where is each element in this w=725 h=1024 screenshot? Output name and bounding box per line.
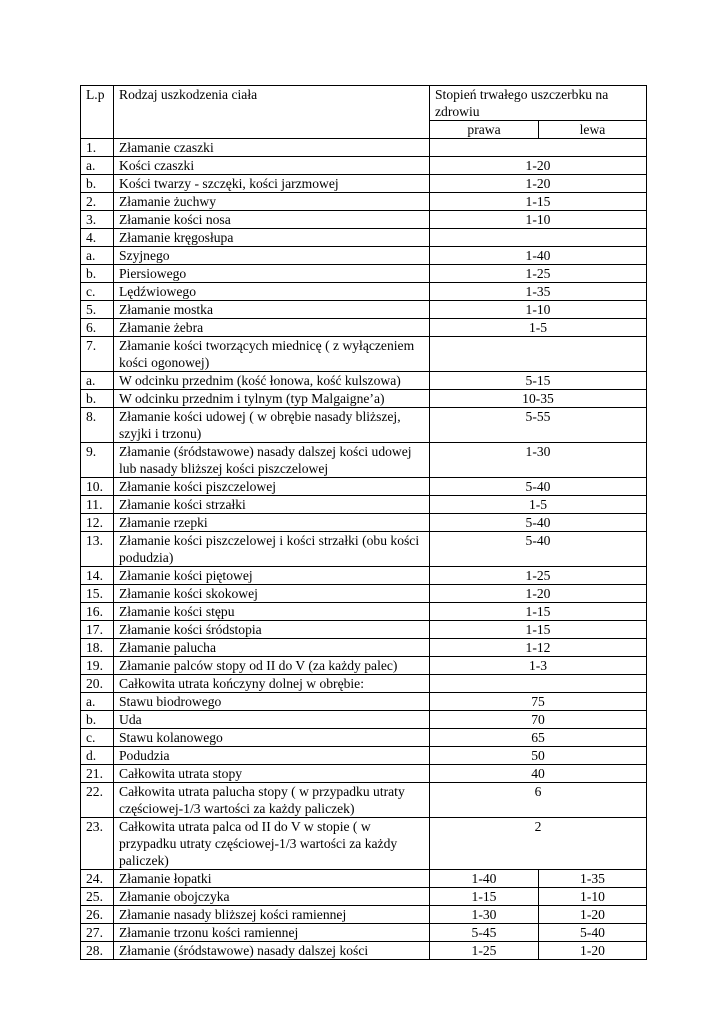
row-injury-name: Całkowita utrata kończyny dolnej w obrębie: (114, 675, 430, 693)
row-injury-name: Całkowita utrata stopy (114, 765, 430, 783)
row-injury-name: Stawu biodrowego (114, 693, 430, 711)
row-degree-value: 1-15 (430, 621, 647, 639)
row-injury-name: Złamanie kości udowej ( w obrębie nasady bliższej, szyjki i trzonu) (114, 408, 430, 443)
row-number: 9. (81, 443, 114, 478)
row-degree-value: 5-40 (430, 514, 647, 532)
row-degree-value: 1-25 (430, 265, 647, 283)
row-number: 24. (81, 870, 114, 888)
row-injury-name: Kości twarzy - szczęki, kości jarzmowej (114, 175, 430, 193)
table-row (81, 818, 647, 870)
row-number: 18. (81, 639, 114, 657)
table-row-split (81, 942, 647, 960)
row-degree-value (430, 229, 647, 247)
table-row (81, 532, 647, 567)
row-right-value: 1-25 (430, 942, 539, 960)
table-row (81, 765, 647, 783)
row-left-value: 1-10 (539, 888, 647, 906)
table-row (81, 283, 647, 301)
row-number: 22. (81, 783, 114, 818)
row-injury-name: Uda (114, 711, 430, 729)
row-degree-value: 1-12 (430, 639, 647, 657)
row-number: 23. (81, 818, 114, 870)
table-row (81, 443, 647, 478)
row-degree-value (430, 675, 647, 693)
row-degree-value: 5-55 (430, 408, 647, 443)
row-degree-value: 1-25 (430, 567, 647, 585)
table-row-split (81, 906, 647, 924)
table-row (81, 693, 647, 711)
row-degree-value: 1-20 (430, 585, 647, 603)
row-degree-value: 1-20 (430, 175, 647, 193)
row-degree-value: 50 (430, 747, 647, 765)
table-row (81, 496, 647, 514)
row-injury-name: Złamanie kości piszczelowej (114, 478, 430, 496)
table-row (81, 478, 647, 496)
row-injury-name: Złamanie rzepki (114, 514, 430, 532)
table-row (81, 211, 647, 229)
row-injury-name: Całkowita utrata palucha stopy ( w przypadku utraty częściowej-1/3 wartości za każdy paliczek) (114, 783, 430, 818)
row-injury-name: Złamanie kości śródstopia (114, 621, 430, 639)
row-injury-name: Złamanie (śródstawowe) nasady dalszej kości udowej lub nasady bliższej kości piszczelowej (114, 443, 430, 478)
row-injury-name: Złamanie palucha (114, 639, 430, 657)
row-injury-name: Złamanie obojczyka (114, 888, 430, 906)
table-row-split (81, 870, 647, 888)
row-number: 17. (81, 621, 114, 639)
row-injury-name: Złamanie mostka (114, 301, 430, 319)
row-number: b. (81, 390, 114, 408)
row-injury-name: Podudzia (114, 747, 430, 765)
row-injury-name: Złamanie kości skokowej (114, 585, 430, 603)
row-injury-name: Złamanie palców stopy od II do V (za każdy palec) (114, 657, 430, 675)
row-left-value: 1-20 (539, 942, 647, 960)
row-degree-value: 1-40 (430, 247, 647, 265)
row-injury-name: Złamanie kręgosłupa (114, 229, 430, 247)
row-number: 11. (81, 496, 114, 514)
table-row (81, 372, 647, 390)
table-row (81, 157, 647, 175)
row-injury-name: Szyjnego (114, 247, 430, 265)
row-degree-value: 1-5 (430, 319, 647, 337)
row-degree-value: 5-15 (430, 372, 647, 390)
table-row (81, 390, 647, 408)
row-degree-value: 1-20 (430, 157, 647, 175)
row-degree-value: 70 (430, 711, 647, 729)
row-number: 12. (81, 514, 114, 532)
row-number: 19. (81, 657, 114, 675)
row-left-value: 1-35 (539, 870, 647, 888)
row-degree-value: 10-35 (430, 390, 647, 408)
header-left: lewa (539, 121, 647, 139)
table-row (81, 567, 647, 585)
row-injury-name: Kości czaszki (114, 157, 430, 175)
header-row (81, 86, 647, 121)
row-number: 28. (81, 942, 114, 960)
row-injury-name: Złamanie kości stępu (114, 603, 430, 621)
row-degree-value: 5-40 (430, 532, 647, 567)
table-row (81, 301, 647, 319)
row-injury-name: Złamanie kości tworzących miednicę ( z wyłączeniem kości ogonowej) (114, 337, 430, 372)
header-lp: L.p (81, 86, 114, 139)
table-row (81, 265, 647, 283)
row-number: b. (81, 711, 114, 729)
table-row (81, 729, 647, 747)
row-injury-name: Złamanie kości piętowej (114, 567, 430, 585)
row-injury-name: W odcinku przednim i tylnym (typ Malgaigne’a) (114, 390, 430, 408)
row-number: 8. (81, 408, 114, 443)
table-row (81, 639, 647, 657)
row-right-value: 1-30 (430, 906, 539, 924)
row-degree-value: 1-3 (430, 657, 647, 675)
row-degree-value: 1-15 (430, 193, 647, 211)
row-number: 3. (81, 211, 114, 229)
row-injury-name: Całkowita utrata palca od II do V w stopie ( w przypadku utraty częściowej-1/3 wartości za każdy paliczek) (114, 818, 430, 870)
row-injury-name: Lędźwiowego (114, 283, 430, 301)
table-row (81, 139, 647, 157)
table-row (81, 175, 647, 193)
row-number: b. (81, 265, 114, 283)
row-injury-name: Stawu kolanowego (114, 729, 430, 747)
row-number: 26. (81, 906, 114, 924)
row-number: b. (81, 175, 114, 193)
table-row-split (81, 888, 647, 906)
row-degree-value (430, 139, 647, 157)
row-degree-value: 2 (430, 818, 647, 870)
row-injury-name: Złamanie nasady bliższej kości ramiennej (114, 906, 430, 924)
row-number: 1. (81, 139, 114, 157)
row-injury-name: Złamanie trzonu kości ramiennej (114, 924, 430, 942)
row-number: 15. (81, 585, 114, 603)
row-degree-value: 1-15 (430, 603, 647, 621)
table-row (81, 711, 647, 729)
row-number: a. (81, 157, 114, 175)
row-right-value: 1-40 (430, 870, 539, 888)
row-degree-value: 5-40 (430, 478, 647, 496)
table-row (81, 193, 647, 211)
row-number: 20. (81, 675, 114, 693)
row-degree-value: 1-10 (430, 301, 647, 319)
row-injury-name: Złamanie czaszki (114, 139, 430, 157)
row-injury-name: Złamanie żebra (114, 319, 430, 337)
row-injury-name: Złamanie żuchwy (114, 193, 430, 211)
table-row (81, 408, 647, 443)
table-row (81, 229, 647, 247)
table-row (81, 603, 647, 621)
row-number: 5. (81, 301, 114, 319)
row-number: a. (81, 693, 114, 711)
row-number: d. (81, 747, 114, 765)
injury-table (80, 85, 647, 960)
row-injury-name: Złamanie kości piszczelowej i kości strzałki (obu kości podudzia) (114, 532, 430, 567)
row-left-value: 1-20 (539, 906, 647, 924)
row-degree-value: 75 (430, 693, 647, 711)
row-number: 2. (81, 193, 114, 211)
header-right: prawa (430, 121, 539, 139)
table-row (81, 514, 647, 532)
row-number: 25. (81, 888, 114, 906)
row-number: 6. (81, 319, 114, 337)
row-number: a. (81, 372, 114, 390)
row-number: 21. (81, 765, 114, 783)
row-degree-value: 65 (430, 729, 647, 747)
table-row (81, 585, 647, 603)
table-row (81, 621, 647, 639)
row-left-value: 5-40 (539, 924, 647, 942)
row-degree-value: 6 (430, 783, 647, 818)
header-injury-type: Rodzaj uszkodzenia ciała (114, 86, 430, 139)
row-degree-value (430, 337, 647, 372)
row-number: 10. (81, 478, 114, 496)
row-degree-value: 1-35 (430, 283, 647, 301)
row-number: 4. (81, 229, 114, 247)
row-degree-value: 1-5 (430, 496, 647, 514)
table-row (81, 337, 647, 372)
row-number: c. (81, 729, 114, 747)
row-number: 7. (81, 337, 114, 372)
row-injury-name: Złamanie łopatki (114, 870, 430, 888)
row-number: 14. (81, 567, 114, 585)
header-degree: Stopień trwałego uszczerbku na zdrowiu (430, 86, 647, 121)
row-number: c. (81, 283, 114, 301)
row-injury-name: Złamanie kości strzałki (114, 496, 430, 514)
row-degree-value: 1-30 (430, 443, 647, 478)
row-injury-name: Piersiowego (114, 265, 430, 283)
row-number: 16. (81, 603, 114, 621)
table-row-split (81, 924, 647, 942)
row-injury-name: W odcinku przednim (kość łonowa, kość kulszowa) (114, 372, 430, 390)
row-number: a. (81, 247, 114, 265)
table-row (81, 319, 647, 337)
table-row (81, 657, 647, 675)
row-number: 13. (81, 532, 114, 567)
row-right-value: 1-15 (430, 888, 539, 906)
table-row (81, 675, 647, 693)
row-injury-name: Złamanie kości nosa (114, 211, 430, 229)
table-row (81, 747, 647, 765)
table-row (81, 247, 647, 265)
row-right-value: 5-45 (430, 924, 539, 942)
row-injury-name: Złamanie (śródstawowe) nasady dalszej kości (114, 942, 430, 960)
table-row (81, 783, 647, 818)
row-number: 27. (81, 924, 114, 942)
row-degree-value: 40 (430, 765, 647, 783)
row-degree-value: 1-10 (430, 211, 647, 229)
